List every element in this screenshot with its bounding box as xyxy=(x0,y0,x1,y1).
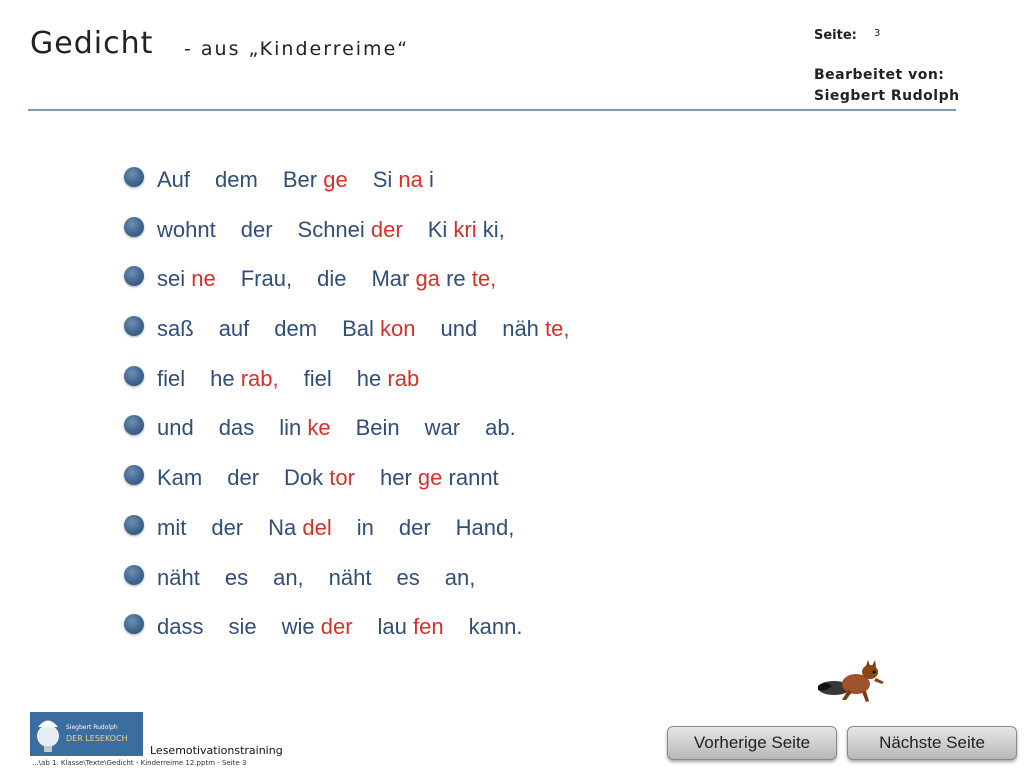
syllable: re xyxy=(446,266,466,292)
poem-line-text xyxy=(157,266,496,292)
editor-name: Siegbert Rudolph xyxy=(814,88,960,104)
syllable: rannt xyxy=(448,465,499,491)
page-number: 3 xyxy=(874,28,881,39)
poem-word xyxy=(357,366,419,392)
poem-line-text xyxy=(157,515,514,541)
poem-word xyxy=(485,415,516,441)
poem-line-text xyxy=(157,316,570,342)
poem-word xyxy=(428,217,505,243)
syllable: Ber xyxy=(282,167,318,192)
syllable: näht xyxy=(157,564,200,590)
bullet-icon xyxy=(124,565,144,585)
poem-line-text xyxy=(157,167,434,193)
bullet-icon xyxy=(124,465,144,485)
syllable-highlighted: der xyxy=(370,216,403,242)
poem-line xyxy=(124,163,724,213)
bullet-icon xyxy=(124,614,144,634)
syllable: i xyxy=(428,167,434,192)
syllable: Dok xyxy=(284,465,324,491)
poem-word xyxy=(157,415,194,441)
syllable: und xyxy=(157,415,194,441)
poem-word xyxy=(268,515,332,541)
syllable: kann. xyxy=(468,614,523,640)
syllable: wohnt xyxy=(157,216,216,242)
poem-word xyxy=(210,366,279,392)
syllable: der xyxy=(398,514,431,540)
bullet-icon xyxy=(124,415,144,435)
poem-word xyxy=(241,217,273,243)
syllable: die xyxy=(317,266,347,292)
poem-word xyxy=(157,465,202,491)
poem-line xyxy=(124,561,724,611)
syllable: fiel xyxy=(303,365,332,391)
syllable: näht xyxy=(328,564,372,590)
poem-word xyxy=(157,217,216,243)
syllable-highlighted: del xyxy=(302,514,332,540)
syllable: es xyxy=(224,564,249,590)
poem-word xyxy=(219,415,254,441)
poem-word xyxy=(445,565,476,591)
bullet-icon xyxy=(124,167,144,187)
poem-word xyxy=(215,167,258,193)
syllable: Mar xyxy=(371,266,410,292)
syllable: dass xyxy=(157,614,204,640)
poem-word xyxy=(399,515,431,541)
poem-word xyxy=(317,266,346,292)
syllable: ki, xyxy=(482,216,505,242)
syllable: an, xyxy=(444,564,476,590)
syllable: der xyxy=(211,514,244,540)
poem-word xyxy=(157,167,190,193)
syllable-highlighted: ge xyxy=(417,465,443,491)
poem-word xyxy=(371,266,496,292)
leselokoch-logo xyxy=(30,712,143,756)
poem-word xyxy=(241,266,292,292)
poem-word xyxy=(225,565,248,591)
poem-line xyxy=(124,511,724,561)
poem-line xyxy=(124,312,724,362)
page-label: Seite: xyxy=(814,28,857,43)
syllable: an, xyxy=(273,564,304,590)
syllable-highlighted: rab xyxy=(387,365,420,391)
bullet-icon xyxy=(124,366,144,386)
poem-line-text xyxy=(157,565,475,591)
bullet-icon xyxy=(124,217,144,237)
poem-word xyxy=(211,515,243,541)
poem-line-text xyxy=(157,465,499,491)
bullet-icon xyxy=(124,316,144,336)
poem-line-text xyxy=(157,415,516,441)
syllable: wie xyxy=(281,614,315,640)
syllable: auf xyxy=(218,316,250,342)
syllable: mit xyxy=(157,514,187,540)
poem-word xyxy=(157,565,200,591)
poem-word xyxy=(502,316,569,342)
poem-word xyxy=(378,614,444,640)
poem-word xyxy=(329,565,372,591)
poem-word xyxy=(282,614,353,640)
syllable-highlighted: der xyxy=(320,614,353,640)
poem-word xyxy=(273,565,304,591)
syllable: Na xyxy=(268,514,297,540)
poem-word xyxy=(373,167,434,193)
syllable: sie xyxy=(228,614,257,640)
syllable: sei xyxy=(157,266,186,292)
syllable: dem xyxy=(274,316,318,342)
syllable: es xyxy=(396,564,420,590)
syllable: fiel xyxy=(157,365,186,391)
syllable-highlighted: rab, xyxy=(240,365,279,391)
poem-word xyxy=(469,614,523,640)
poem-word xyxy=(157,366,185,392)
syllable-highlighted: kri xyxy=(453,216,477,242)
squirrel-icon xyxy=(812,650,892,706)
poem-line-text xyxy=(157,217,505,243)
poem-word xyxy=(284,465,355,491)
poem-word xyxy=(219,316,250,342)
poem-line-text xyxy=(157,366,419,392)
next-page-button[interactable]: Nächste Seite xyxy=(847,726,1017,760)
syllable-highlighted: tor xyxy=(329,465,355,491)
poem-word xyxy=(228,614,256,640)
poem-word xyxy=(157,614,203,640)
syllable-highlighted: ne xyxy=(191,266,216,292)
poem-word xyxy=(274,316,317,342)
syllable: ab. xyxy=(485,415,516,441)
syllable: war xyxy=(424,415,461,441)
syllable: Si xyxy=(372,167,393,192)
bullet-icon xyxy=(124,515,144,535)
syllable-highlighted: te, xyxy=(471,266,497,292)
poem-line xyxy=(124,213,724,263)
syllable: der xyxy=(240,216,273,242)
syllable-highlighted: ge xyxy=(323,167,348,192)
syllable: Hand, xyxy=(455,514,515,540)
syllable: Auf xyxy=(157,167,191,192)
header-divider xyxy=(28,109,956,111)
syllable-highlighted: te, xyxy=(545,316,570,342)
syllable: in xyxy=(356,514,374,540)
svg-text:DER LESEKOCH: DER LESEKOCH xyxy=(66,734,128,743)
syllable: näh xyxy=(502,316,539,342)
poem-word xyxy=(157,316,194,342)
previous-page-button[interactable]: Vorherige Seite xyxy=(667,726,837,760)
poem-word xyxy=(425,415,460,441)
syllable: dem xyxy=(215,167,258,192)
page-title: Gedicht xyxy=(30,26,154,61)
syllable-highlighted: kon xyxy=(380,316,416,342)
syllable: das xyxy=(218,415,255,441)
poem-line xyxy=(124,461,724,511)
syllable: Bal xyxy=(342,316,374,342)
syllable: lau xyxy=(377,614,407,640)
poem-word xyxy=(380,465,499,491)
poem-word xyxy=(397,565,420,591)
syllable: saß xyxy=(157,316,194,342)
poem-word xyxy=(157,266,216,292)
svg-text:Siegbert Rudolph: Siegbert Rudolph xyxy=(66,724,118,731)
footer-file-path: ...\ab 1. Klasse\Texte\Gedicht - Kinderreime 12.pptm - Seite 3 xyxy=(32,759,247,767)
syllable-highlighted: fen xyxy=(413,614,444,640)
syllable: lin xyxy=(279,415,302,441)
poem-word xyxy=(283,167,348,193)
poem-line xyxy=(124,411,724,461)
poem-word xyxy=(298,217,403,243)
poem-word xyxy=(357,515,374,541)
syllable: he xyxy=(210,365,235,391)
syllable: der xyxy=(227,465,260,491)
poem-word xyxy=(157,515,186,541)
poem-word xyxy=(279,415,330,441)
poem-line-text xyxy=(157,614,522,640)
syllable: Kam xyxy=(157,465,203,491)
syllable: Frau, xyxy=(240,266,293,292)
syllable: her xyxy=(379,465,412,491)
syllable: he xyxy=(356,365,382,391)
poem-word xyxy=(356,415,400,441)
poem-word xyxy=(440,316,477,342)
syllable: und xyxy=(440,316,478,342)
syllable-highlighted: ga xyxy=(415,266,440,292)
syllable: Ki xyxy=(427,216,448,242)
page-subtitle: - aus „Kinderreime“ xyxy=(184,38,410,60)
poem xyxy=(124,163,724,660)
syllable-highlighted: na xyxy=(398,167,423,192)
poem-word xyxy=(227,465,259,491)
editor-label: Bearbeitet von: xyxy=(814,67,945,83)
syllable-highlighted: ke xyxy=(307,415,331,441)
syllable: Schnei xyxy=(297,216,365,242)
poem-line xyxy=(124,262,724,312)
poem-word xyxy=(304,366,332,392)
poem-word xyxy=(342,316,415,342)
footer-caption: Lesemotivationstraining xyxy=(150,744,283,757)
poem-line xyxy=(124,362,724,412)
poem-word xyxy=(456,515,515,541)
syllable: Bein xyxy=(355,415,400,441)
poem-line xyxy=(124,610,724,660)
bullet-icon xyxy=(124,266,144,286)
